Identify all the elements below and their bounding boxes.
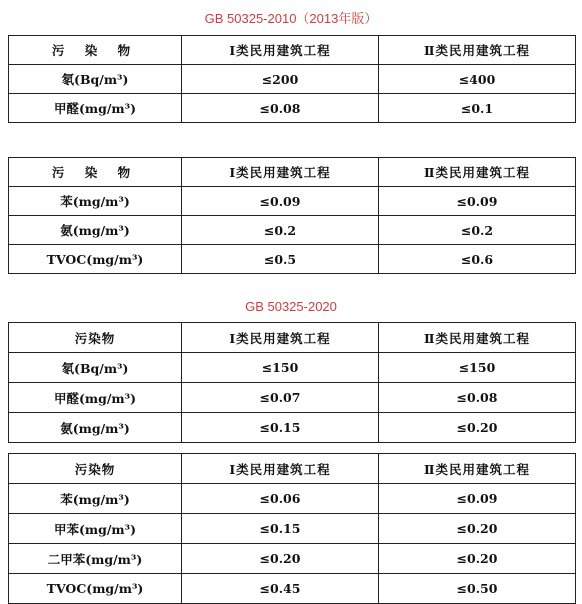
limit-value-cell: ≤400	[379, 65, 576, 94]
table-row	[9, 383, 576, 413]
limit-value-cell: ≤0.09	[379, 484, 576, 514]
limit-value-cell: ≤0.5	[182, 245, 379, 274]
limit-value-cell: ≤0.2	[379, 216, 576, 245]
table-2020-a	[8, 322, 576, 443]
limit-value-cell: ≤0.20	[379, 413, 576, 443]
column-header: 污染物	[9, 323, 182, 353]
limit-value-cell: ≤150	[379, 353, 576, 383]
limit-value-cell: ≤0.09	[182, 187, 379, 216]
table-row	[9, 245, 576, 274]
pollutant-cell: 苯(mg/m³)	[9, 187, 182, 216]
limit-value-cell: ≤0.20	[379, 514, 576, 544]
limit-value-cell: ≤0.20	[182, 544, 379, 574]
limit-value-cell: ≤150	[182, 353, 379, 383]
section-title-2010: GB 50325-2010（2013年版）	[204, 11, 378, 26]
limit-value-cell: ≤200	[182, 65, 379, 94]
pollutant-cell: TVOC(mg/m³)	[9, 574, 182, 604]
table-2020-b	[8, 453, 576, 604]
column-header: Ⅱ类民用建筑工程	[379, 454, 576, 484]
column-header: 污染物	[9, 454, 182, 484]
table-row	[9, 413, 576, 443]
limit-value-cell: ≤0.09	[379, 187, 576, 216]
table-row	[9, 187, 576, 216]
table-2010-b	[8, 157, 576, 274]
limit-value-cell: ≤0.20	[379, 544, 576, 574]
column-header: Ⅰ类民用建筑工程	[182, 454, 379, 484]
limit-value-cell: ≤0.08	[182, 94, 379, 123]
table-row	[9, 65, 576, 94]
pollutant-cell: 氨(mg/m³)	[9, 413, 182, 443]
limit-value-cell: ≤0.2	[182, 216, 379, 245]
table-header-row	[9, 36, 576, 65]
table-row	[9, 514, 576, 544]
pollutant-cell: 甲苯(mg/m³)	[9, 514, 182, 544]
pollutant-cell: 甲醛(mg/m³)	[9, 94, 182, 123]
table-header-row	[9, 323, 576, 353]
table-row	[9, 216, 576, 245]
limit-value-cell: ≤0.45	[182, 574, 379, 604]
pollutant-cell: 氨(mg/m³)	[9, 216, 182, 245]
table-2010-a	[8, 35, 576, 123]
pollutant-cell: 氡(Bq/m³)	[9, 65, 182, 94]
table-row	[9, 544, 576, 574]
column-header: Ⅰ类民用建筑工程	[182, 158, 379, 187]
pollutant-cell: 氡(Bq/m³)	[9, 353, 182, 383]
section-title-2020: GB 50325-2020	[245, 299, 337, 314]
column-header: Ⅰ类民用建筑工程	[182, 323, 379, 353]
limit-value-cell: ≤0.50	[379, 574, 576, 604]
table-row	[9, 353, 576, 383]
column-header: Ⅰ类民用建筑工程	[182, 36, 379, 65]
table-header-row	[9, 158, 576, 187]
limit-value-cell: ≤0.06	[182, 484, 379, 514]
limit-value-cell: ≤0.6	[379, 245, 576, 274]
table-row	[9, 574, 576, 604]
pollutant-cell: 甲醛(mg/m³)	[9, 383, 182, 413]
limit-value-cell: ≤0.1	[379, 94, 576, 123]
column-header: 污 染 物	[9, 36, 182, 65]
pollutant-cell: TVOC(mg/m³)	[9, 245, 182, 274]
column-header: Ⅱ类民用建筑工程	[379, 36, 576, 65]
table-row	[9, 94, 576, 123]
pollutant-cell: 苯(mg/m³)	[9, 484, 182, 514]
column-header: Ⅱ类民用建筑工程	[379, 323, 576, 353]
limit-value-cell: ≤0.08	[379, 383, 576, 413]
limit-value-cell: ≤0.15	[182, 413, 379, 443]
pollutant-cell: 二甲苯(mg/m³)	[9, 544, 182, 574]
table-row	[9, 484, 576, 514]
column-header: Ⅱ类民用建筑工程	[379, 158, 576, 187]
limit-value-cell: ≤0.15	[182, 514, 379, 544]
limit-value-cell: ≤0.07	[182, 383, 379, 413]
column-header: 污 染 物	[9, 158, 182, 187]
table-header-row	[9, 454, 576, 484]
